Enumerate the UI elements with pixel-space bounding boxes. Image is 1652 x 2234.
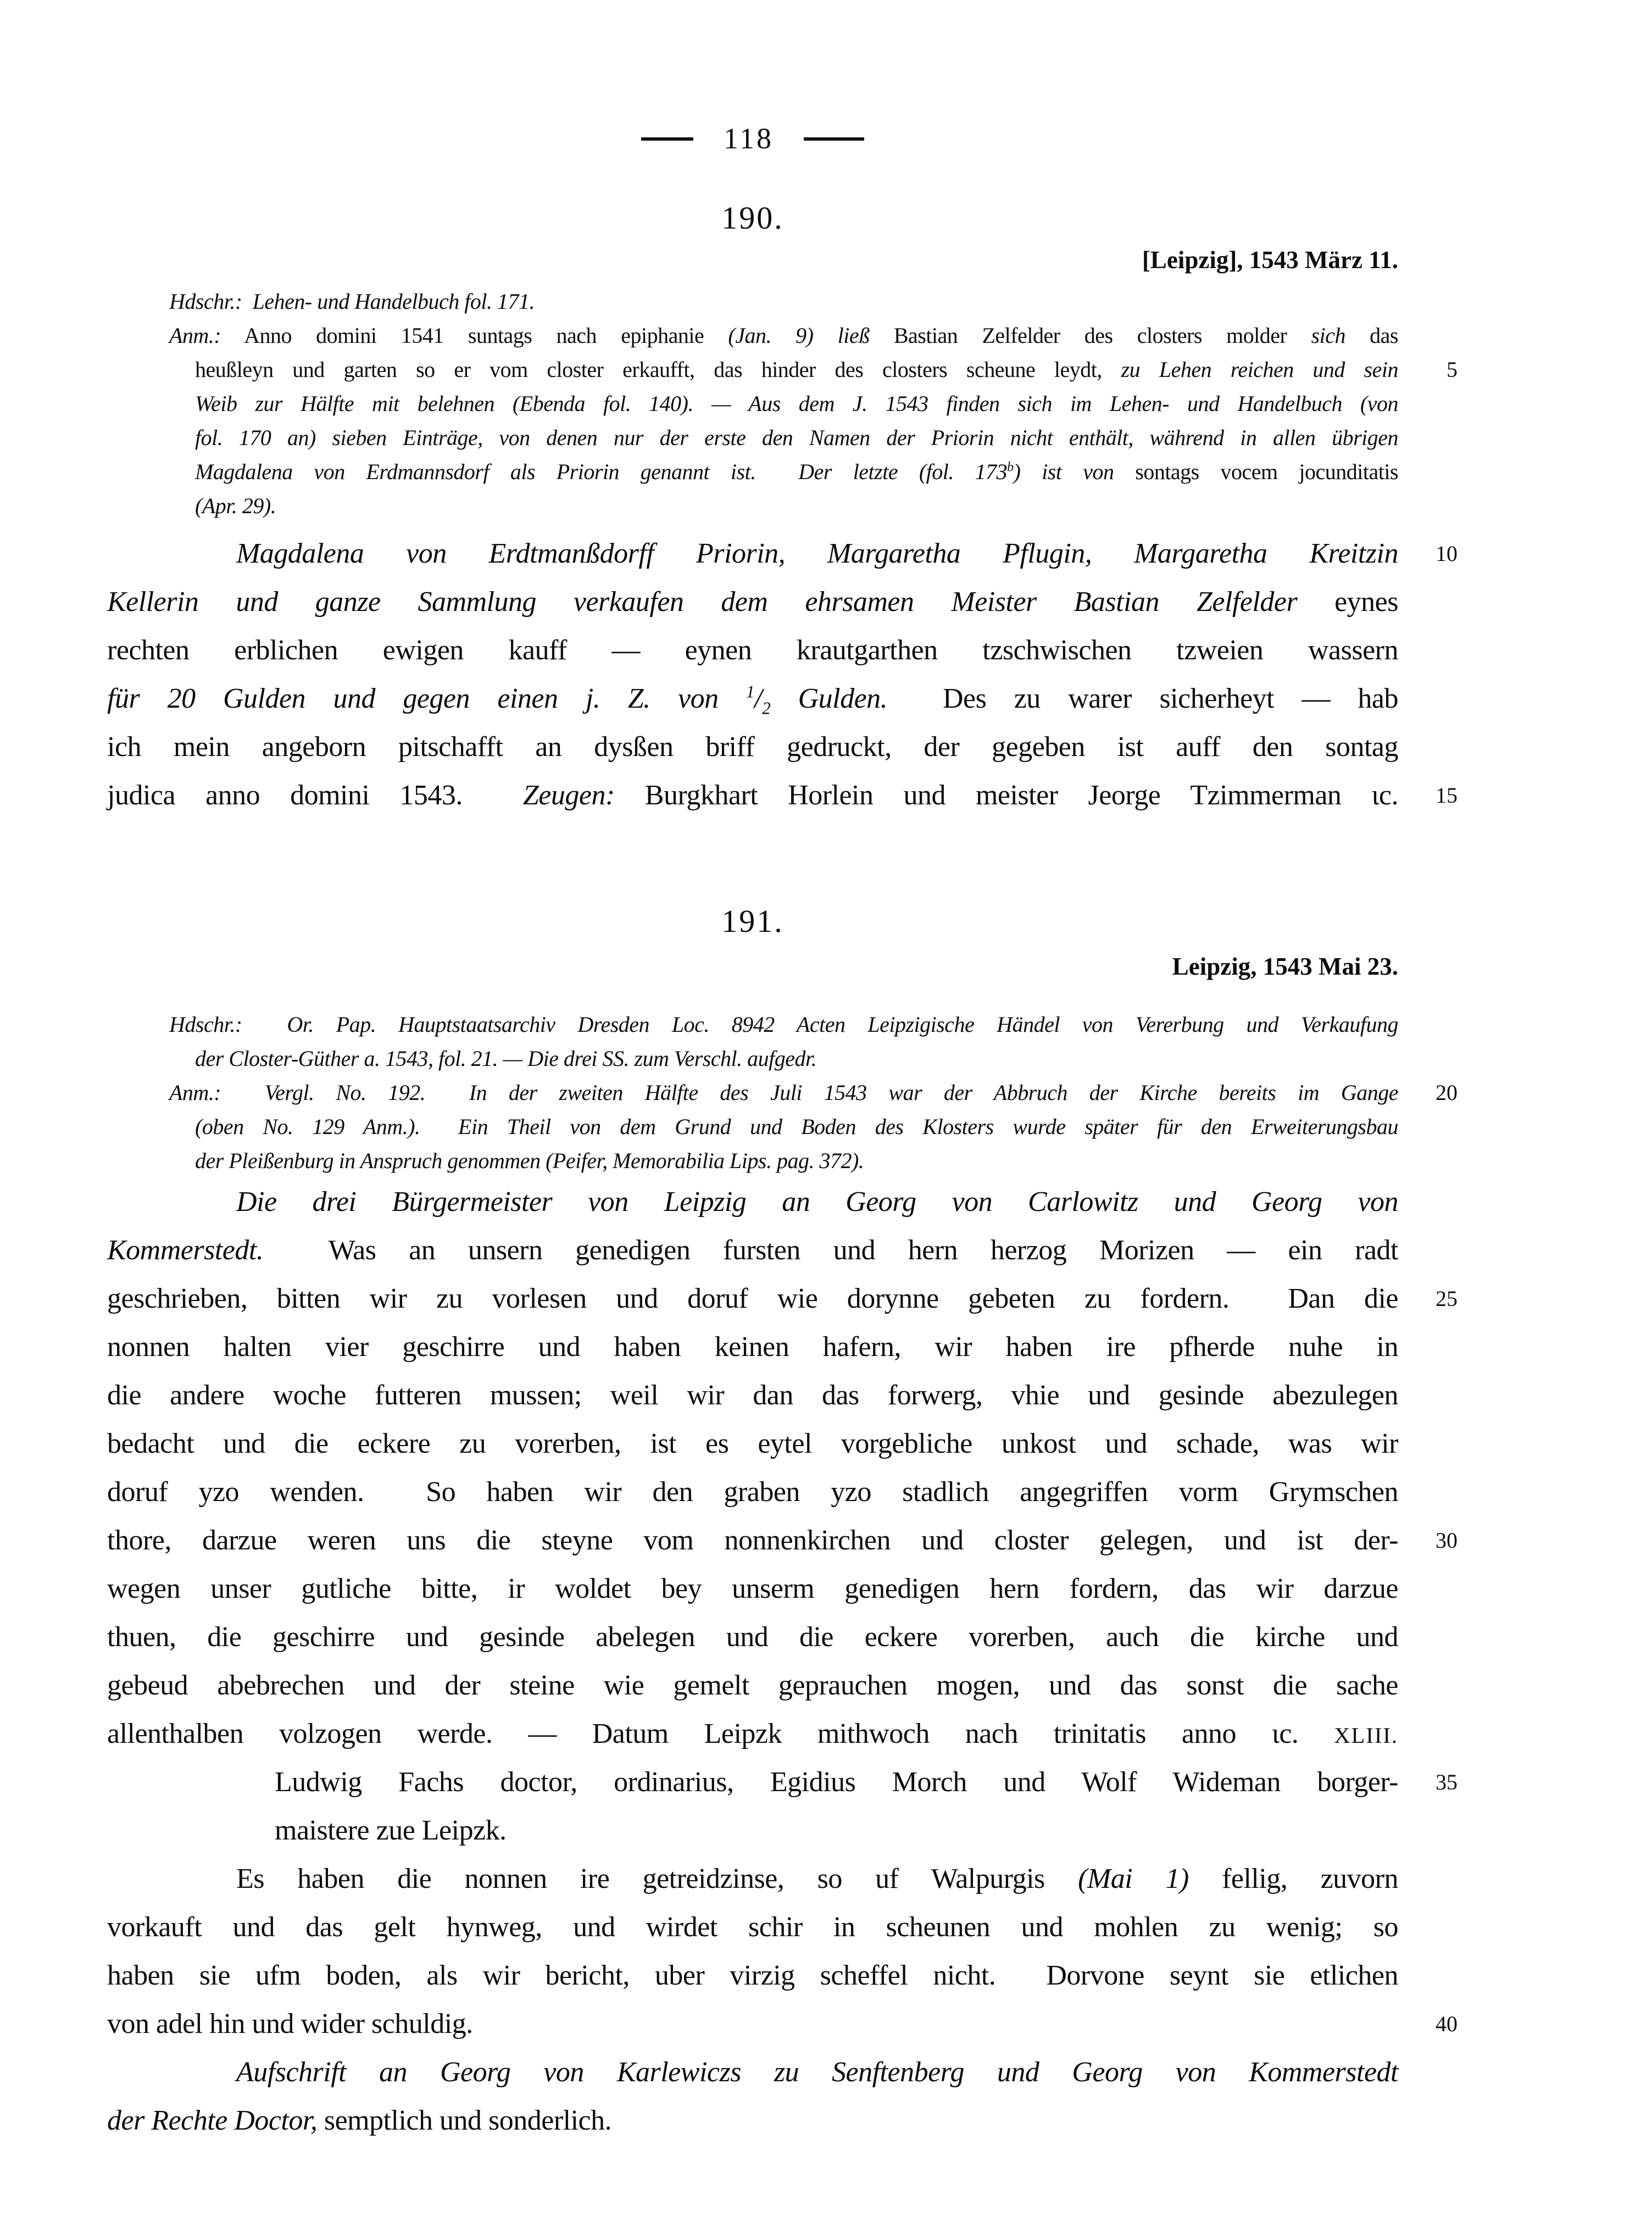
margin-line-number: 5 — [1447, 357, 1458, 382]
text-line — [107, 1710, 1398, 1758]
text-segment: thore, darzue weren uns die steyne vom nonnenkirchen und closter gelegen, und ist der- — [107, 1525, 1398, 1556]
doc190-anm-note — [169, 319, 1458, 523]
text-segment: zu Lehen reichen und sein — [1121, 357, 1398, 382]
text-segment: bedacht und die eckere zu vorerben, ist es eytel vorgebliche unkost und schade, was wir — [107, 1428, 1398, 1459]
text-segment: Kommerstedt. — [107, 1235, 264, 1266]
text-segment: Burgkhart Horlein und meister Jeorge Tzimmerman ɩc. — [614, 780, 1398, 811]
text-line — [169, 285, 1398, 319]
text-line — [169, 1110, 1398, 1144]
text-segment: der Pleißenburg in Anspruch genommen (Peifer, Memorabilia Lips. pag. 372). — [195, 1148, 864, 1173]
text-line — [169, 353, 1458, 387]
text-segment: Aufschrift an Georg von Karlewiczs zu Senftenberg und Georg von Kommerstedt — [236, 2057, 1398, 2088]
text-segment: Magdalena von Erdtmanßdorff Priorin, Margaretha Pflugin, Margaretha Kreitzin — [236, 538, 1398, 569]
text-line — [107, 1323, 1398, 1371]
text-segment: Kellerin und ganze Sammlung verkaufen dem ehrsamen Meister Bastian Zelfelder — [107, 586, 1335, 618]
text-segment: Zeugen: — [522, 780, 615, 811]
doc190-hdschr-note — [169, 285, 1398, 319]
text-column — [107, 0, 1458, 2145]
text-line — [107, 1226, 1398, 1275]
header-rule-left — [641, 137, 693, 141]
text-line — [107, 1275, 1458, 1323]
text-line — [107, 578, 1398, 626]
text-segment: die andere woche futteren mussen; weil wir dan das forwerg, vhie und gesinde abezulegen — [107, 1380, 1398, 1411]
text-line — [169, 1076, 1458, 1110]
text-line — [107, 2097, 1398, 2145]
text-segment: Anm.: Vergl. No. 192. In der zweiten Hälfte des Juli 1543 war der Abbruch der Kirche bereits im Gange — [169, 1080, 1398, 1105]
text-segment: Magdalena von Erdmannsdorf als Priorin genannt ist. Der letzte (fol. 173 — [195, 459, 1008, 484]
text-segment: allenthalben volzogen werde. — Datum Leipzk mithwoch nach trinitatis anno ɩc. — [107, 1718, 1334, 1749]
text-segment: sontags vocem jocunditatis — [1135, 459, 1399, 484]
margin-line-number: 25 — [1436, 1286, 1458, 1311]
text-segment: Hdschr.: Lehen- und Handelbuch fol. 171. — [169, 289, 535, 314]
text-segment: Des zu warer sicherheyt — hab — [887, 683, 1399, 714]
text-segment: fellig, zuvorn — [1188, 1863, 1398, 1894]
doc191-anm-note — [169, 1076, 1458, 1178]
text-segment: (Mai 1) — [1078, 1863, 1189, 1894]
page-number: 118 — [724, 122, 774, 155]
text-segment: (Jan. 9) ließ — [728, 323, 870, 348]
text-segment: Die drei Bürgermeister von Leipzig an Georg von Carlowitz und Georg von — [236, 1186, 1398, 1218]
text-line — [169, 1008, 1398, 1042]
text-segment: judica anno domini 1543. — [107, 780, 523, 811]
text-segment: Anno domini 1541 suntags nach epiphanie — [221, 323, 728, 348]
text-line — [107, 1952, 1398, 2000]
text-line — [107, 1613, 1398, 1661]
doc191-dateline: Leipzig, 1543 Mai 23. — [1172, 953, 1398, 980]
text-segment: heußleyn und garten so er vom closter erkaufft, das hinder des closters scheune leydt, — [195, 357, 1121, 382]
text-line — [107, 1661, 1398, 1710]
text-segment: Es haben die nonnen ire getreidzinse, so uf Walpurgis — [236, 1863, 1078, 1894]
text-segment: b — [1007, 460, 1014, 475]
text-line — [107, 771, 1458, 820]
text-segment: 2 — [762, 698, 771, 718]
text-line — [107, 1807, 1398, 1855]
margin-line-number: 30 — [1436, 1528, 1458, 1553]
doc190-number: 190. — [721, 200, 784, 236]
text-line — [107, 723, 1398, 771]
document-190 — [107, 199, 1458, 820]
text-segment: Bastian Zelfelder des closters molder — [869, 323, 1311, 348]
text-segment: haben sie ufm boden, als wir bericht, uber virzig scheffel nicht. Dorvone seynt sie etlichen — [107, 1960, 1398, 1991]
text-segment: Ludwig Fachs doctor, ordinarius, Egidius Morch und Wolf Wideman borger- — [275, 1766, 1398, 1798]
margin-line-number: 15 — [1436, 783, 1458, 808]
text-segment: (Apr. 29). — [195, 493, 276, 518]
text-line — [107, 2048, 1398, 2097]
text-line — [107, 626, 1398, 675]
doc191-body-text — [107, 1178, 1458, 2145]
text-segment: / — [754, 683, 763, 714]
text-segment: ich mein angeborn pitschafft an dysßen briff gedruckt, der gegeben ist auff den sontag — [107, 731, 1398, 763]
text-segment: Gulden. — [770, 683, 888, 714]
doc190-body-text — [107, 530, 1458, 820]
text-segment: Anm.: — [169, 323, 221, 348]
doc191-number: 191. — [721, 903, 784, 939]
text-segment: eynes — [1334, 586, 1398, 618]
page-header — [107, 118, 1398, 159]
text-line — [169, 319, 1398, 353]
margin-line-number: 40 — [1436, 2011, 1458, 2036]
text-segment: geschrieben, bitten wir zu vorlesen und doruf wie dorynne gebeten zu fordern. Dan die — [107, 1283, 1398, 1314]
text-segment: semptlich und sonderlich. — [317, 2105, 612, 2136]
text-segment: sich — [1311, 323, 1345, 348]
text-segment: ) ist von — [1013, 459, 1136, 484]
text-line — [169, 1144, 1398, 1178]
header-rule-right — [804, 137, 864, 141]
text-line — [107, 1903, 1398, 1952]
text-line — [169, 421, 1398, 455]
text-segment: der Rechte Doctor, — [107, 2105, 318, 2136]
text-line — [107, 1420, 1398, 1468]
text-line — [107, 1758, 1458, 1807]
text-segment: gebeud abebrechen und der steine wie gemelt geprauchen mogen, und das sonst die sache — [107, 1670, 1398, 1701]
doc191-hdschr-note — [169, 1008, 1398, 1076]
text-segment: Hdschr.: Or. Pap. Hauptstaatsarchiv Dresden Loc. 8942 Acten Leipzigische Händel von Vererbung und Verkaufung — [169, 1012, 1398, 1037]
document-191 — [107, 902, 1458, 2145]
margin-line-number: 10 — [1436, 541, 1458, 566]
text-line — [107, 2000, 1458, 2048]
text-segment: 1 — [746, 682, 755, 702]
text-line — [107, 1855, 1398, 1903]
text-segment: vorkauft und das gelt hynweg, und wirdet schir in scheunen und mohlen zu wenig; so — [107, 1911, 1398, 1943]
text-line — [169, 387, 1398, 421]
text-line — [107, 1565, 1398, 1613]
margin-line-number: 20 — [1436, 1080, 1458, 1105]
text-segment: rechten erblichen ewigen kauff — eynen krautgarthen tzschwischen tzweien wassern — [107, 635, 1398, 666]
text-segment: das — [1345, 323, 1398, 348]
text-line — [107, 1371, 1398, 1420]
text-line — [169, 489, 1398, 523]
text-segment: der Closter-Güther a. 1543, fol. 21. — Die drei SS. zum Verschl. aufgedr. — [195, 1046, 817, 1071]
text-segment: fol. 170 an) sieben Einträge, von denen nur der erste den Namen der Priorin nicht enthält, während in allen übrigen — [195, 425, 1398, 450]
text-segment: wegen unser gutliche bitte, ir woldet bey unserm genedigen hern fordern, das wir darzue — [107, 1573, 1398, 1604]
text-segment: für 20 Gulden und gegen einen j. Z. von — [107, 683, 747, 714]
text-segment: nonnen halten vier geschirre und haben keinen hafern, wir haben ire pfherde nuhe in — [107, 1331, 1398, 1363]
text-segment: maistere zue Leipzk. — [275, 1815, 507, 1846]
text-line — [169, 455, 1398, 489]
text-segment: thuen, die geschirre und gesinde abelegen und die eckere vorerben, auch die kirche und — [107, 1621, 1398, 1653]
text-segment: (oben No. 129 Anm.). Ein Theil von dem Grund und Boden des Klosters wurde später für den Erweiterungsbau — [195, 1114, 1398, 1139]
text-line — [107, 1516, 1458, 1565]
text-segment: Weib zur Hälfte mit belehnen (Ebenda fol. 140). — Aus dem J. 1543 finden sich im Lehen- und Handelbuch (von — [195, 391, 1398, 416]
text-segment: XLIII. — [1334, 1723, 1398, 1748]
margin-line-number: 35 — [1436, 1770, 1458, 1794]
text-line — [107, 530, 1458, 578]
text-segment: doruf yzo wenden. So haben wir den graben yzo stadlich angegriffen vorm Grymschen — [107, 1476, 1398, 1508]
text-segment: von adel hin und wider schuldig. — [107, 2008, 473, 2040]
text-segment: Was an unsern genedigen fursten und hern herzog Morizen — ein radt — [263, 1235, 1398, 1266]
text-line — [107, 1468, 1398, 1516]
doc190-dateline: [Leipzig], 1543 März 11. — [1142, 246, 1398, 274]
text-line — [107, 1178, 1398, 1226]
text-line — [107, 675, 1398, 723]
text-line — [169, 1042, 1398, 1076]
